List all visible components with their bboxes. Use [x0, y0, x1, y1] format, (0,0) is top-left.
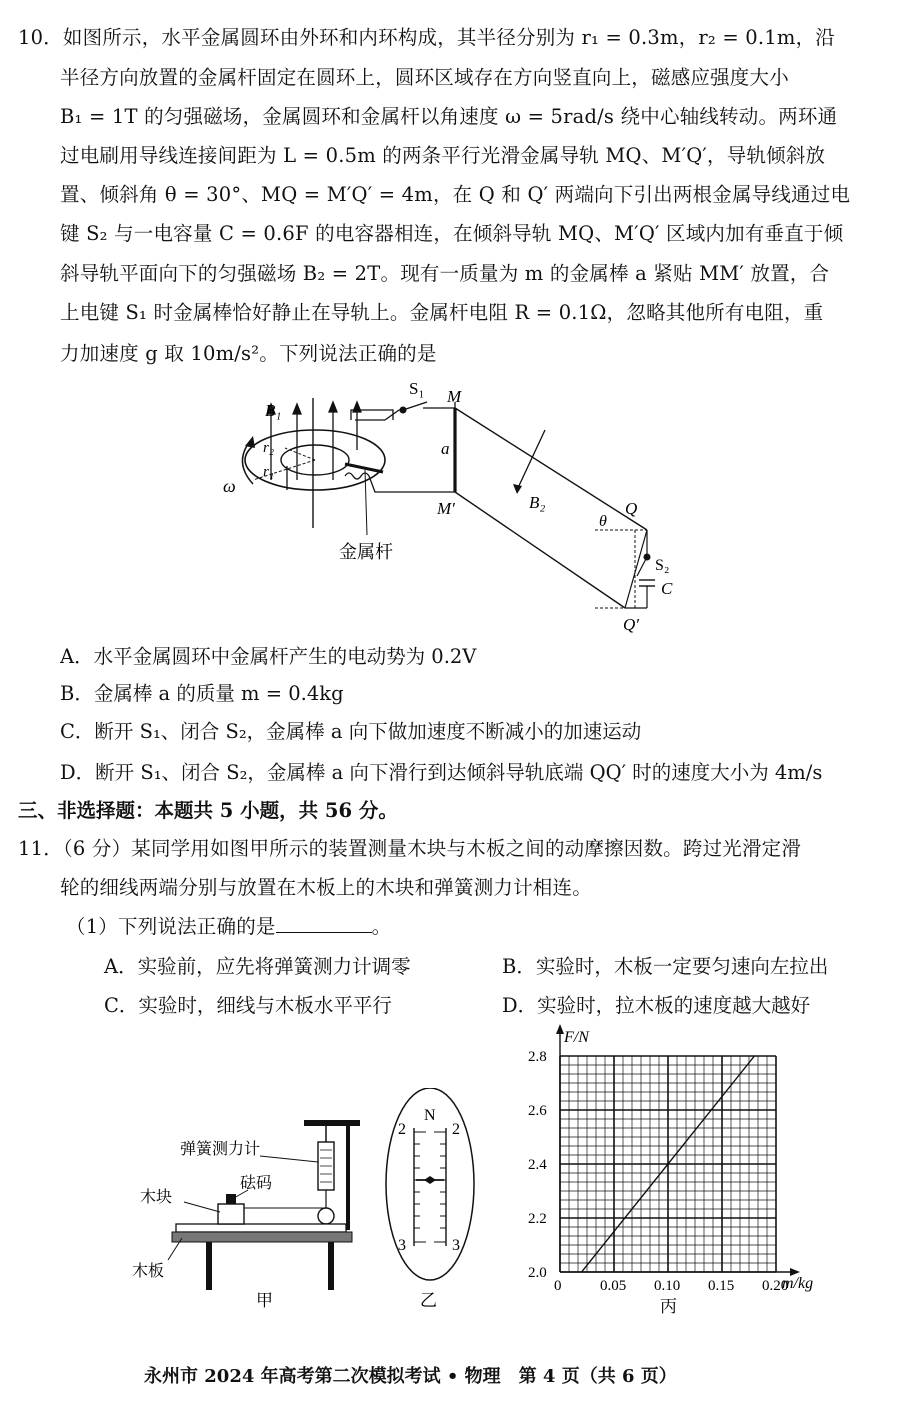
caption-bing: 丙 [660, 1297, 677, 1316]
q10-option-d: D．断开 S₁、闭合 S₂，金属棒 a 向下滑行到达倾斜导轨底端 QQ′ 时的速度大小为 4m/s [60, 761, 823, 784]
y-tick-label: 2.8 [528, 1049, 547, 1065]
y-tick-label: 2.0 [528, 1265, 547, 1281]
q10-option-b: B．金属棒 a 的质量 m = 0.4kg [60, 682, 344, 705]
q11-option-a: A．实验前，应先将弹簧测力计调零 [104, 955, 411, 978]
label-q: Q [625, 499, 638, 518]
label-board: 木板 [132, 1263, 165, 1280]
label-s1: S₁ [409, 380, 425, 398]
q11-sub1-suffix: 。 [371, 915, 392, 938]
q11-option-b: B．实验时，木板一定要匀速向左拉出 [502, 955, 829, 978]
edge-qqp [625, 530, 647, 608]
y-tick-label: 2.2 [528, 1211, 547, 1227]
label-omega: ω [223, 476, 236, 496]
q10-line-3: B₁ = 1T 的匀强磁场，金属圆环和金属杆以角速度 ω = 5rad/s 绕中心轴线转动。两环通 [60, 105, 838, 128]
q10-option-c: C．断开 S₁、闭合 S₂，金属棒 a 向下做加速度不断减小的加速运动 [60, 720, 642, 743]
q10-option-a: A．水平金属圆环中金属杆产生的电动势为 0.2V [60, 645, 477, 668]
caption-yi: 乙 [420, 1291, 437, 1310]
label-r2: r₂ [263, 440, 275, 456]
table-leg-right [328, 1242, 334, 1290]
label-spring-scale: 弹簧测力计 [180, 1141, 261, 1158]
pulley [318, 1208, 334, 1224]
yi-unit: N [424, 1107, 436, 1124]
table-top [172, 1232, 352, 1242]
table-leg-left [206, 1242, 212, 1290]
label-b2: B₂ [529, 493, 546, 512]
label-r1: r₁ [263, 464, 275, 480]
answer-blank [276, 916, 372, 933]
yi-top-left: 2 [398, 1121, 406, 1138]
yi-bottom-left: 3 [398, 1237, 406, 1254]
chart-y-label: F/N [564, 1029, 589, 1046]
q11-option-d: D．实验时，拉木板的速度越大越好 [502, 994, 811, 1017]
weight [226, 1194, 236, 1204]
q11-sub1-prefix: （1）下列说法正确的是 [66, 915, 276, 938]
q10-line-7: 斜导轨平面向下的匀强磁场 B₂ = 2T。现有一质量为 m 的金属棒 a 紧贴 MM′ 放置，合 [60, 262, 830, 285]
switch-s1-blade [403, 402, 427, 410]
label-qp: Q′ [623, 615, 639, 634]
label-weight: 砝码 [240, 1175, 273, 1192]
q10-line-5: 置、倾斜角 θ = 30°、MQ = M′Q′ = 4m，在 Q 和 Q′ 两端向下引出两根金属导线通过电 [60, 183, 851, 206]
q11-option-c: C．实验时，细线与木板水平平行 [104, 994, 392, 1017]
fig-bing-chart [512, 1018, 872, 1318]
section-3-heading: 三、非选择题：本题共 5 小题，共 56 分。 [18, 799, 398, 822]
label-rod: 金属杆 [339, 542, 393, 562]
label-m: M [447, 387, 462, 406]
label-a: a [441, 439, 450, 458]
x-tick-label: 0.20 [762, 1278, 789, 1294]
label-block: 木块 [140, 1189, 173, 1206]
caption-jia: 甲 [256, 1291, 273, 1310]
q10-line-1: 10．如图所示，水平金属圆环由外环和内环构成，其半径分别为 r₁ = 0.3m，r₂ = 0.1m，沿 [18, 26, 835, 49]
q11-line-1: 11．（6 分）某同学用如图甲所示的装置测量木块与木板之间的动摩擦因数。跨过光滑定滑 [18, 837, 802, 860]
q10-line-8: 上电键 S₁ 时金属棒恰好静止在导轨上。金属杆电阻 R = 0.1Ω，忽略其他所有电阻，重 [60, 301, 824, 324]
wood-board [176, 1224, 346, 1232]
x-tick-label: 0.10 [654, 1278, 681, 1294]
label-c: C [661, 579, 673, 598]
x-tick-label: 0 [554, 1278, 562, 1294]
b2-arrow [517, 430, 545, 490]
wood-block [218, 1204, 244, 1224]
radius-r2 [285, 448, 315, 460]
q10-line-2: 半径方向放置的金属杆固定在圆环上，圆环区域存在方向竖直向上，磁感应强度大小 [60, 66, 789, 89]
q10-line-4: 过电刷用导线连接间距为 L = 0.5m 的两条平行光滑金属导轨 MQ、M′Q′，导轨倾斜放 [60, 144, 826, 167]
x-tick-label: 0.15 [708, 1278, 735, 1294]
label-theta: θ [599, 513, 607, 530]
label-mp: M′ [437, 499, 455, 518]
x-tick-label: 0.05 [600, 1278, 627, 1294]
chart-x-label: m/kg [782, 1275, 814, 1292]
q11-line-2: 轮的细线两端分别与放置在木板上的木块和弹簧测力计相连。 [60, 876, 592, 899]
label-s2: S₂ [655, 557, 670, 574]
chart-grid [556, 1024, 800, 1276]
yi-bottom-right: 3 [452, 1237, 460, 1254]
stand-top-bar [304, 1120, 360, 1126]
fig-yi [380, 1088, 480, 1313]
y-tick-label: 2.4 [528, 1157, 547, 1173]
q10-figure [215, 380, 685, 635]
q10-line-6: 键 S₂ 与一电容量 C = 0.6F 的电容器相连，在倾斜导轨 MQ、M′Q′ 区域内加有垂直于倾 [60, 222, 844, 245]
y-tick-label: 2.6 [528, 1103, 547, 1119]
yi-top-right: 2 [452, 1121, 460, 1138]
metal-rod [345, 464, 383, 472]
y-axis-arrow [556, 1024, 564, 1034]
q11-sub1 [66, 911, 391, 939]
page-footer: 永州市 2024 年高考第二次模拟考试 • 物理 第 4 页（共 6 页） [144, 1366, 677, 1387]
label-b1: B₁ [265, 401, 282, 420]
fig-jia [132, 1090, 372, 1315]
q10-line-9: 力加速度 g 取 10m/s²。下列说法正确的是 [60, 342, 437, 365]
